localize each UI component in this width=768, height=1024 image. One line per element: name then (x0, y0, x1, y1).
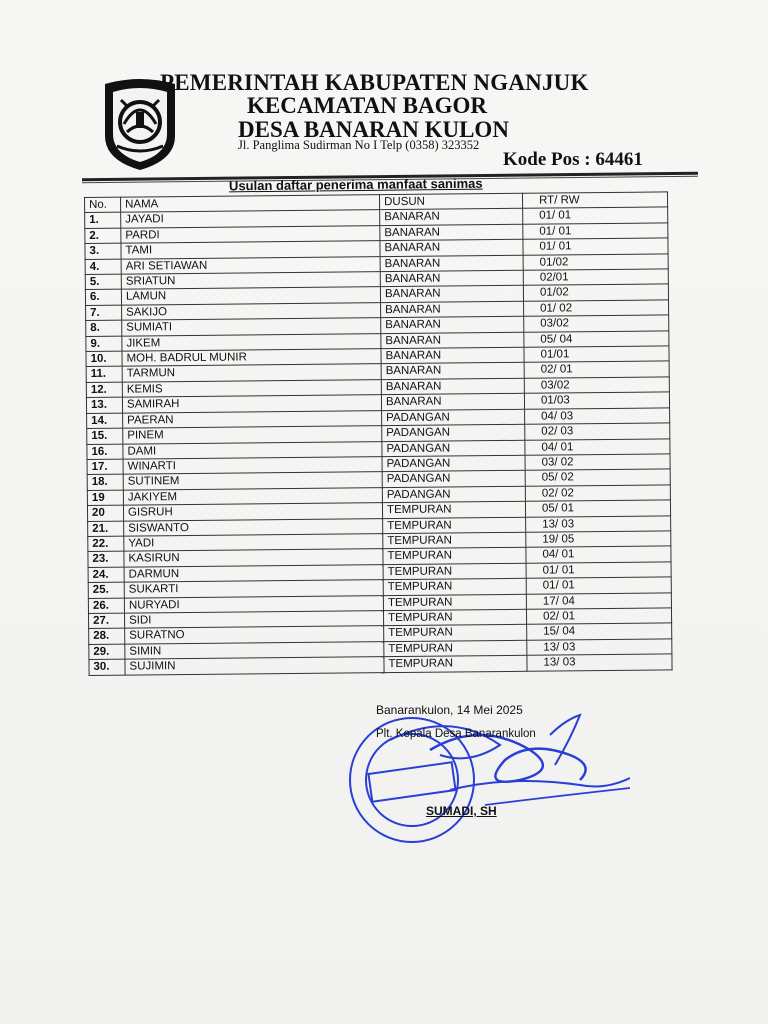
cell-nama: PINEM (123, 426, 382, 444)
cell-nama: MOH. BADRUL MUNIR (122, 349, 381, 367)
cell-rt-rw: 01/ 01 (526, 577, 671, 594)
cell-dusun: BANARAN (380, 224, 523, 241)
cell-dusun: BANARAN (381, 394, 524, 411)
cell-rt-rw: 05/ 01 (525, 500, 670, 517)
cell-rt-rw: 04/ 01 (526, 546, 671, 563)
cell-nama: SUJIMIN (125, 657, 384, 675)
cell-no: 3. (85, 243, 121, 259)
cell-no: 21. (88, 521, 124, 537)
cell-no: 28. (89, 629, 125, 645)
cell-no: 16. (87, 444, 123, 460)
cell-nama: TARMUN (122, 364, 381, 382)
signature-place-date: Banarankulon, 14 Mei 2025 (376, 703, 523, 717)
cell-dusun: TEMPURAN (383, 563, 526, 580)
cell-nama: PARDI (121, 225, 380, 243)
cell-rt-rw: 02/ 02 (525, 485, 670, 502)
cell-rt-rw: 01/ 01 (523, 223, 668, 240)
cell-no: 5. (85, 274, 121, 290)
cell-rt-rw: 02/ 03 (525, 423, 670, 440)
cell-no: 6. (85, 290, 121, 306)
cell-dusun: TEMPURAN (383, 609, 526, 626)
cell-no: 18. (87, 474, 123, 490)
cell-nama: SAKIJO (122, 303, 381, 321)
cell-dusun: BANARAN (380, 286, 523, 303)
cell-rt-rw: 05/ 04 (524, 331, 669, 348)
cell-no: 22. (88, 536, 124, 552)
cell-nama: KASIRUN (124, 549, 383, 567)
cell-nama: YADI (124, 534, 383, 552)
cell-dusun: BANARAN (380, 255, 523, 272)
cell-rt-rw: 02/ 01 (526, 608, 671, 625)
signature-role: Plt. Kepala Desa Banarankulon (376, 728, 536, 740)
cell-no: 11. (86, 367, 122, 383)
cell-nama: SIMIN (125, 641, 384, 659)
cell-nama: SAMIRAH (122, 395, 381, 413)
cell-dusun: PADANGAN (382, 486, 525, 503)
cell-rt-rw: 13/ 03 (527, 654, 672, 671)
cell-no: 23. (88, 551, 124, 567)
cell-no: 8. (86, 320, 122, 336)
table-body (85, 207, 672, 675)
header-no: No. (85, 197, 121, 213)
cell-dusun: PADANGAN (382, 471, 525, 488)
cell-nama: DAMI (123, 441, 382, 459)
letterhead-line-3: DESA BANARAN KULON (238, 117, 509, 142)
cell-nama: SUKARTI (124, 580, 383, 598)
cell-rt-rw: 01/ 02 (524, 300, 669, 317)
header-nama: NAMA (121, 195, 380, 213)
cell-rt-rw: 13/ 03 (527, 639, 672, 656)
cell-dusun: TEMPURAN (383, 594, 526, 611)
cell-dusun: BANARAN (380, 209, 523, 226)
cell-nama: JAYADI (121, 210, 380, 228)
cell-no: 27. (88, 613, 124, 629)
cell-nama: SUMIATI (122, 318, 381, 336)
cell-nama: SUTINEM (123, 472, 382, 490)
letterhead-line-2: KECAMATAN BAGOR (247, 93, 488, 118)
recipient-table (84, 191, 673, 675)
cell-rt-rw: 04/ 01 (525, 438, 670, 455)
document-title: Usulan daftar penerima manfaat sanimas (228, 175, 483, 194)
cell-rt-rw: 02/ 01 (524, 361, 669, 378)
cell-nama: KEMIS (122, 380, 381, 398)
cell-no: 12. (86, 382, 122, 398)
cell-no: 13. (86, 397, 122, 413)
cell-no: 26. (88, 598, 124, 614)
cell-dusun: TEMPURAN (382, 501, 525, 518)
cell-dusun: TEMPURAN (383, 532, 526, 549)
cell-dusun: BANARAN (381, 363, 524, 380)
cell-dusun: TEMPURAN (384, 625, 527, 642)
cell-no: 17. (87, 459, 123, 475)
cell-dusun: TEMPURAN (384, 655, 527, 672)
cell-no: 24. (88, 567, 124, 583)
cell-rt-rw: 01/01 (524, 346, 669, 363)
cell-rt-rw: 13/ 03 (526, 515, 671, 532)
cell-dusun: PADANGAN (382, 440, 525, 457)
cell-rt-rw: 01/ 01 (523, 238, 668, 255)
cell-nama: GISRUH (123, 503, 382, 521)
cell-rt-rw: 19/ 05 (526, 531, 671, 548)
cell-no: 7. (86, 305, 122, 321)
cell-dusun: TEMPURAN (383, 517, 526, 534)
cell-rt-rw: 01/ 01 (523, 207, 668, 224)
cell-dusun: BANARAN (380, 240, 523, 257)
cell-rt-rw: 01/ 01 (526, 562, 671, 579)
cell-nama: WINARTI (123, 457, 382, 475)
cell-no: 1. (85, 213, 121, 229)
cell-rt-rw: 03/ 02 (525, 454, 670, 471)
cell-rt-rw: 01/03 (524, 392, 669, 409)
letterhead-postal-code: Kode Pos : 64461 (503, 149, 643, 170)
cell-no: 10. (86, 351, 122, 367)
cell-dusun: BANARAN (381, 317, 524, 334)
cell-nama: DARMUN (124, 564, 383, 582)
header-dusun: DUSUN (379, 193, 522, 210)
cell-rt-rw: 17/ 04 (526, 592, 671, 609)
cell-nama: ARI SETIAWAN (121, 256, 380, 274)
header-rt-rw: RT/ RW (522, 192, 667, 209)
cell-rt-rw: 03/02 (524, 377, 669, 394)
cell-rt-rw: 01/02 (523, 254, 668, 271)
cell-dusun: BANARAN (381, 301, 524, 318)
cell-nama: PAERAN (123, 410, 382, 428)
cell-nama: JIKEM (122, 333, 381, 351)
cell-nama: SIDI (124, 611, 383, 629)
recipient-table-wrapper (84, 191, 673, 675)
cell-rt-rw: 04/ 03 (525, 408, 670, 425)
cell-no: 30. (89, 659, 125, 675)
cell-dusun: BANARAN (380, 270, 523, 287)
cell-no: 20 (87, 505, 123, 521)
cell-dusun: TEMPURAN (384, 640, 527, 657)
cell-dusun: TEMPURAN (383, 578, 526, 595)
letterhead-line-1: PEMERINTAH KABUPATEN NGANJUK (160, 70, 589, 95)
cell-no: 4. (85, 259, 121, 275)
cell-dusun: TEMPURAN (383, 548, 526, 565)
cell-no: 25. (88, 582, 124, 598)
cell-no: 2. (85, 228, 121, 244)
cell-rt-rw: 01/02 (523, 284, 668, 301)
cell-nama: TAMI (121, 241, 380, 259)
cell-rt-rw: 02/01 (523, 269, 668, 286)
cell-dusun: BANARAN (381, 332, 524, 349)
cell-nama: SRIATUN (121, 272, 380, 290)
cell-no: 9. (86, 336, 122, 352)
cell-no: 15. (87, 428, 123, 444)
cell-rt-rw: 15/ 04 (527, 623, 672, 640)
cell-rt-rw: 03/02 (524, 315, 669, 332)
cell-nama: NURYADI (124, 595, 383, 613)
cell-nama: LAMUN (121, 287, 380, 305)
cell-nama: SURATNO (125, 626, 384, 644)
letterhead-address: Jl. Panglima Sudirman No I Telp (0358) 323352 (238, 138, 480, 152)
cell-nama: SISWANTO (124, 518, 383, 536)
signatory-name: SUMADI, SH (426, 804, 497, 818)
cell-dusun: PADANGAN (382, 424, 525, 441)
cell-dusun: BANARAN (381, 378, 524, 395)
cell-dusun: BANARAN (381, 347, 524, 364)
cell-rt-rw: 05/ 02 (525, 469, 670, 486)
cell-nama: JAKIYEM (123, 487, 382, 505)
cell-no: 14. (87, 413, 123, 429)
cell-dusun: PADANGAN (382, 409, 525, 426)
cell-dusun: PADANGAN (382, 455, 525, 472)
cell-no: 29. (89, 644, 125, 660)
cell-no: 19 (87, 490, 123, 506)
